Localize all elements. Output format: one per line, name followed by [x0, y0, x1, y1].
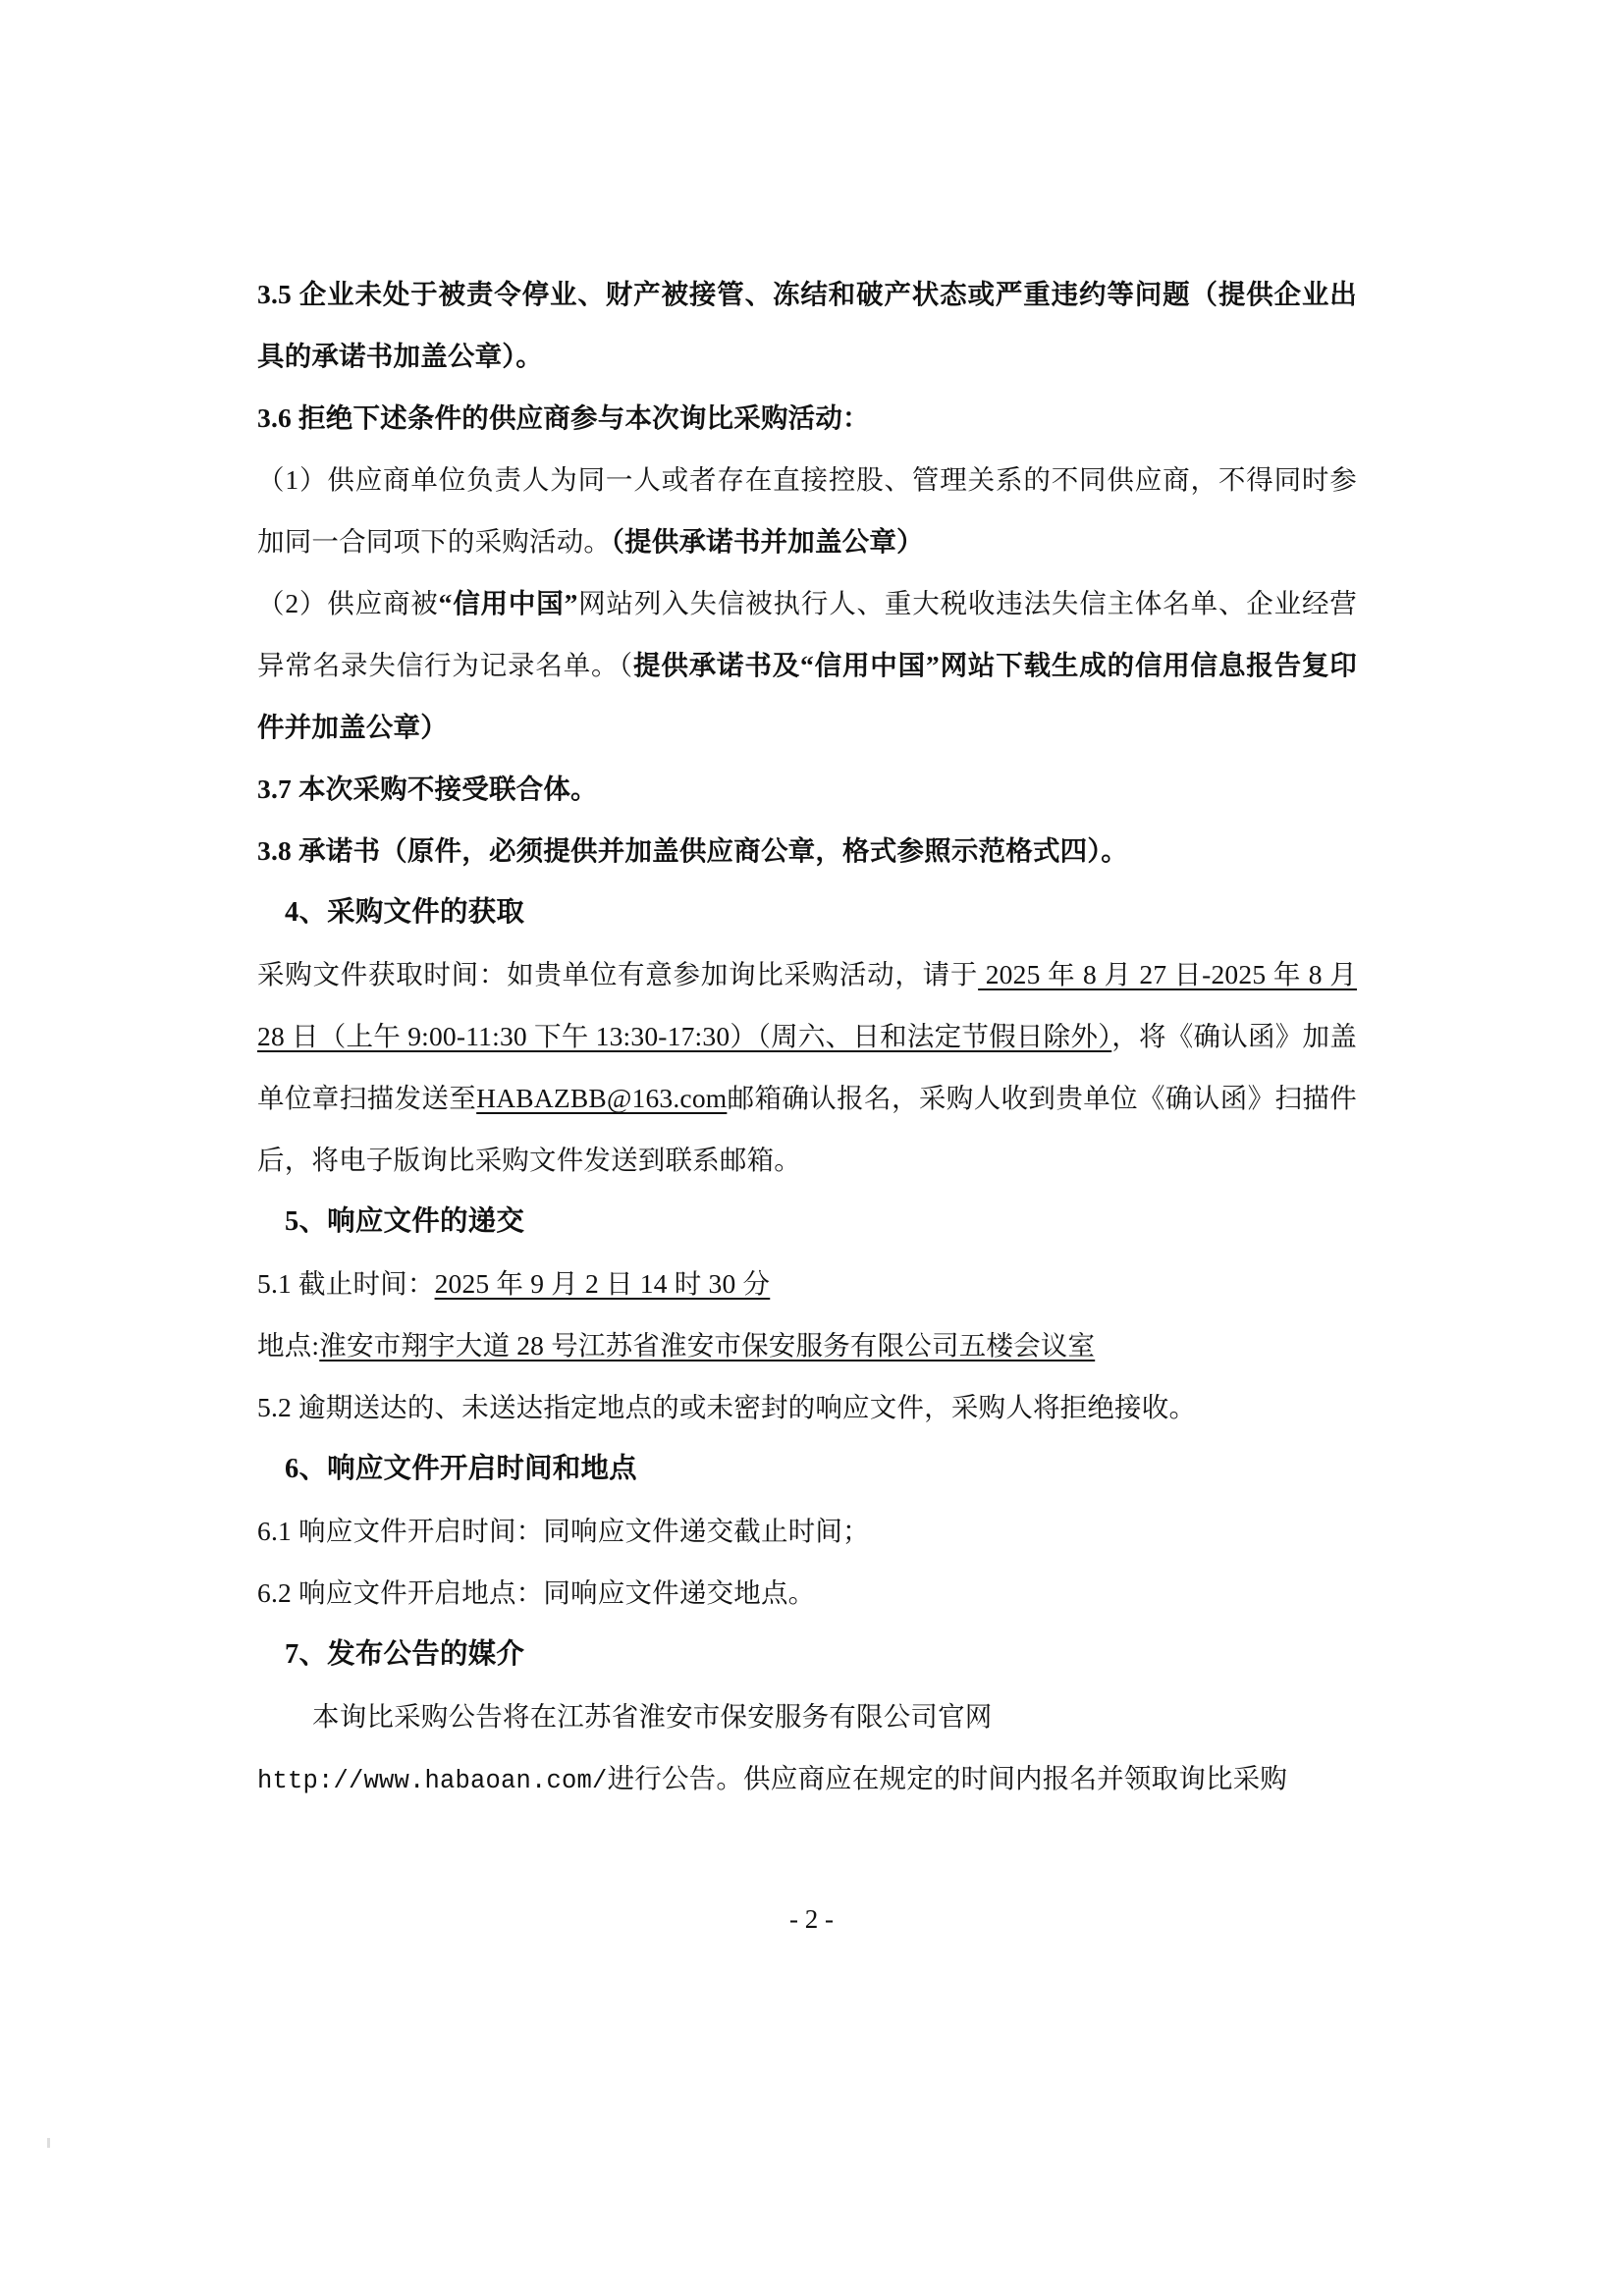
clause-3-6-item-1: [257, 449, 1357, 572]
clause-3-8: 3.8 承诺书（原件，必须提供并加盖供应商公章，格式参照示范格式四）。: [257, 835, 1128, 866]
clause-3-6-item-2-note: 提供承诺书及: [633, 650, 801, 680]
section-4-text-2: ，将《确认函》加盖单位章扫描发送至: [257, 1021, 1357, 1113]
page-body: [257, 263, 1357, 1812]
credit-china-quote-1: “信用中国”: [438, 588, 578, 618]
clause-5-1: [257, 1253, 1357, 1314]
section-heading-7: 7、发布公告的媒介: [285, 1639, 525, 1670]
section-heading-4: 4、采购文件的获取: [285, 897, 525, 928]
submission-place-value: 淮安市翔宇大道 28 号江苏省淮安市保安服务有限公司五楼会议室: [319, 1330, 1096, 1361]
clause-3-6-item-2-text: （2）供应商被: [257, 588, 439, 618]
confirmation-email: HABAZBB@163.com: [476, 1083, 728, 1113]
clause-3-6-item-2-text-b: 网站列入失信被执行人、重大税收违法失信主体名单、企业经营异常名录失信行为记录名单。（: [257, 588, 1358, 680]
section-7-body-1: 本询比采购公告将在江苏省淮安市保安服务有限公司官网: [312, 1701, 993, 1732]
clause-5-1-label: 5.1 截止时间：: [257, 1268, 435, 1299]
section-heading-5: 5、响应文件的递交: [285, 1206, 525, 1237]
clause-6-1: 6.1 响应文件开启时间：同响应文件递交截止时间；: [257, 1516, 870, 1546]
submission-deadline: 2025 年 9 月 2 日 14 时 30 分: [434, 1268, 771, 1299]
credit-china-quote-2: “信用中国”: [800, 650, 940, 680]
section-7-body-2: [257, 1747, 1357, 1812]
clause-3-6-item-2: [257, 572, 1357, 758]
clause-3-5: 3.5 企业未处于被责令停业、财产被接管、冻结和破产状态或严重违约等问题（提供企业出具的承诺书加盖公章）。: [257, 279, 1357, 371]
clause-3-6-item-1-text: （1）供应商单位负责人为同一人或者存在直接控股、管理关系的不同供应商，不得同时参加同一合同项下的采购活动。: [257, 464, 1357, 557]
section-7-text: 进行公告。供应商应在规定的时间内报名并领取询比采购: [607, 1763, 1288, 1793]
scan-speck: [47, 2138, 50, 2148]
submission-place: [257, 1314, 1357, 1376]
submission-place-label: 地点:: [257, 1330, 320, 1361]
clause-3-6: 3.6 拒绝下述条件的供应商参与本次询比采购活动：: [257, 402, 870, 433]
acquisition-time-range: 2025 年 8 月 27 日-2025 年 8 月 28 日（上午 9:00-11:30 下午 13:30-17:30）（周六、日和法定节假日除外）: [257, 959, 1357, 1051]
section-4-body: [257, 943, 1357, 1191]
clause-3-6-item-1-note: （提供承诺书并加盖公章）: [611, 526, 924, 557]
section-4-text-1: 采购文件获取时间：如贵单位有意参加询比采购活动，请于: [257, 959, 979, 989]
section-heading-6: 6、响应文件开启时间和地点: [285, 1454, 637, 1484]
clause-6-2: 6.2 响应文件开启地点：同响应文件递交地点。: [257, 1577, 816, 1608]
page-number: - 2 -: [789, 1904, 834, 1934]
clause-3-7: 3.7 本次采购不接受联合体。: [257, 774, 598, 804]
section-4-text-3: 邮箱确认报名，采购人收到贵单位《确认函》扫描件后，将电子版询比采购文件发送到联系邮箱。: [257, 1083, 1357, 1175]
announcement-url: http://www.habaoan.com/: [257, 1767, 608, 1795]
clause-3-6-item-2-note-b: 网站下载生成的信用信息报告复印件并加盖公章）: [257, 650, 1358, 742]
clause-5-2: 5.2 逾期送达的、未送达指定地点的或未密封的响应文件，采购人将拒绝接收。: [257, 1392, 1197, 1422]
